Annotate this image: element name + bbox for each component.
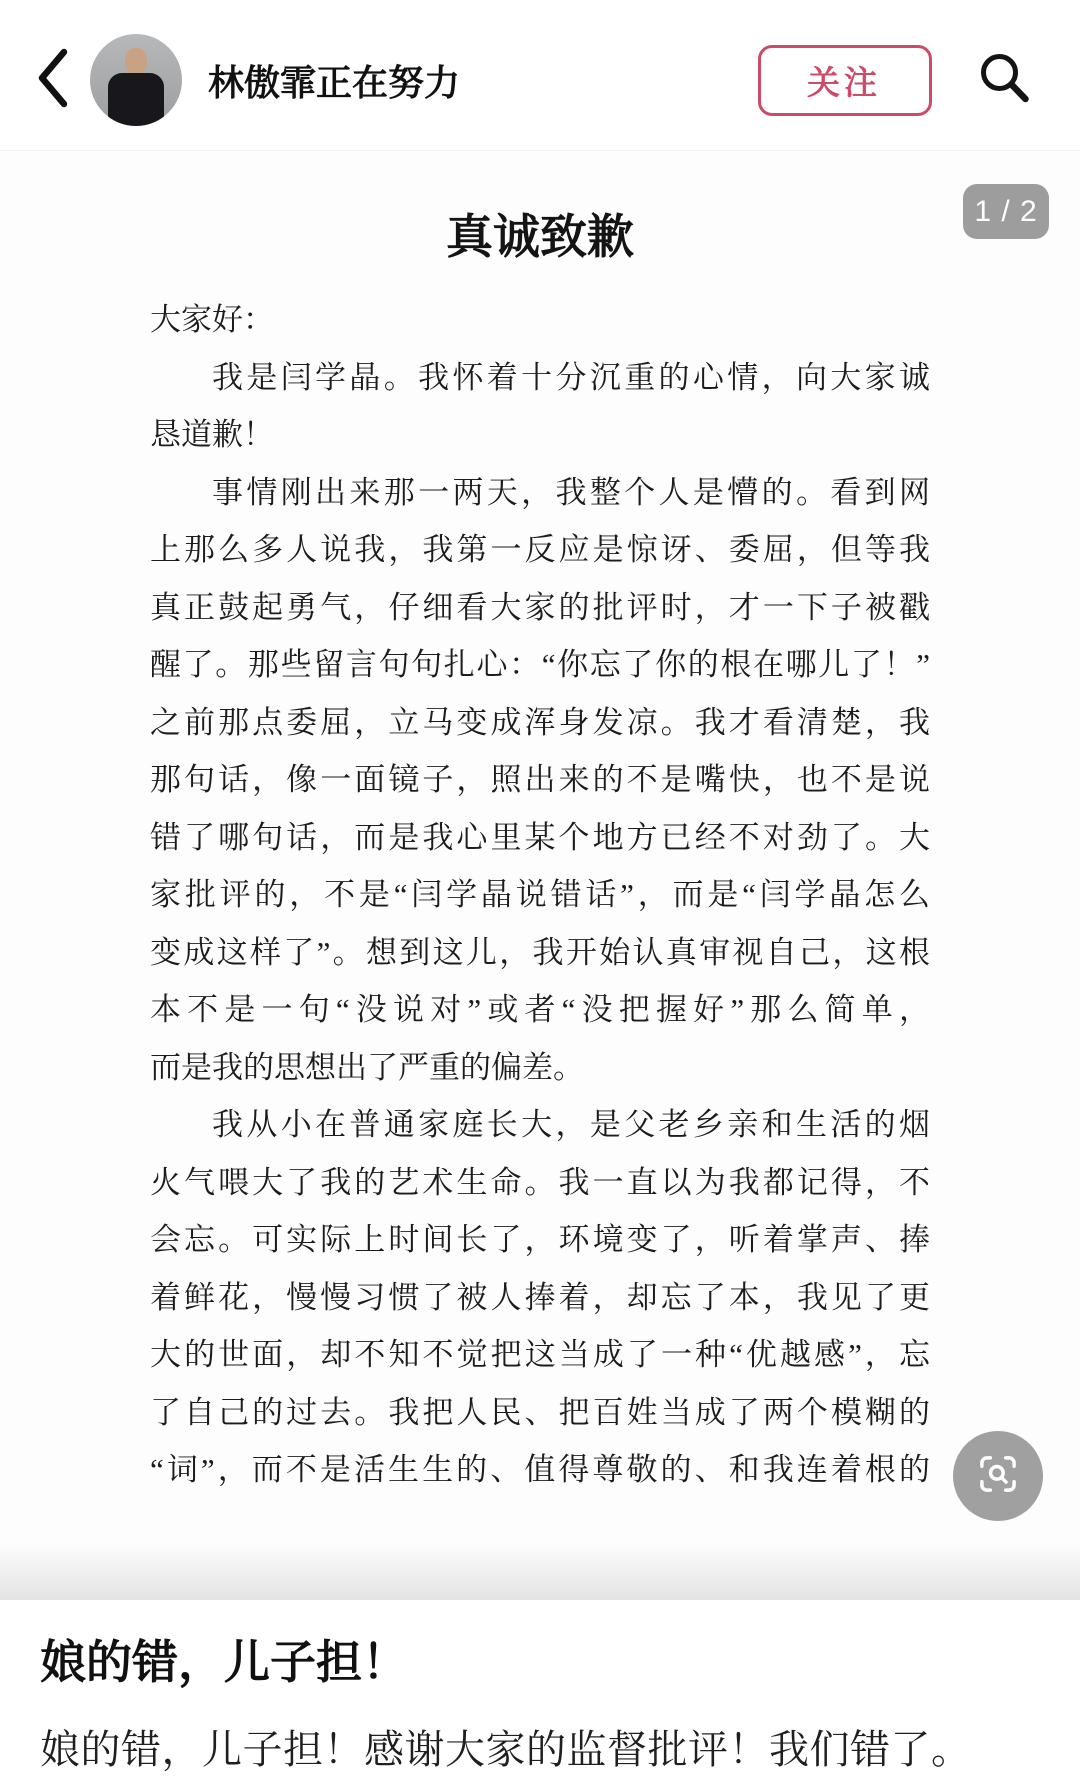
- post-content: [0, 1600, 1080, 1778]
- letter-line: 而是我的思想出了严重的偏差。: [150, 1049, 584, 1085]
- search-button[interactable]: [974, 50, 1034, 110]
- letter-line: “词”，而不是活生生的、值得尊敬的、和我连着根的: [150, 1452, 930, 1487]
- username[interactable]: 林傲霏正在努力: [208, 61, 461, 103]
- letter-title: 真诚致歉: [446, 212, 634, 264]
- post-body: 娘的错，儿子担！感谢大家的监督批评！我们错了。: [40, 1728, 972, 1772]
- avatar-face: [125, 48, 147, 75]
- post-image-viewer[interactable]: [0, 150, 1080, 1600]
- letter-line: 会忘。可实际上时间长了，环境变了，听着掌声、捧: [150, 1222, 930, 1257]
- post-title: 娘的错，儿子担！: [40, 1636, 408, 1688]
- letter-line: 那句话，像一面镜子，照出来的不是嘴快，也不是说: [150, 762, 930, 797]
- letter-line: 错了哪句话，而是我心里某个地方已经不对劲了。大: [150, 819, 930, 855]
- page-indicator-badge: [963, 184, 1049, 239]
- letter-line: 事情刚出来那一两天，我整个人是懵的。看到网: [212, 474, 930, 510]
- letter-body: [150, 291, 930, 1499]
- letter-line: 变成这样了”。想到这儿，我开始认真审视自己，这根: [150, 934, 930, 970]
- top-bar: [0, 0, 1080, 150]
- letter-line: 我是闫学晶。我怀着十分沉重的心情，向大家诚: [212, 359, 930, 395]
- letter-line: 我从小在普通家庭长大，是父老乡亲和生活的烟: [212, 1107, 930, 1142]
- letter-line: 家批评的，不是“闫学晶说错话”，而是“闫学晶怎么: [150, 877, 930, 912]
- chevron-left-icon: [34, 46, 70, 115]
- letter-line: 大家好：: [150, 302, 274, 337]
- letter-line: 本不是一句“没说对”或者“没把握好”那么简单，: [150, 992, 930, 1027]
- avatar[interactable]: [90, 34, 182, 126]
- letter-line: 真正鼓起勇气，仔细看大家的批评时，才一下子被戳: [150, 589, 930, 625]
- back-button[interactable]: [34, 45, 78, 115]
- follow-button[interactable]: 关注: [758, 45, 932, 116]
- image-search-button[interactable]: [953, 1431, 1043, 1521]
- letter-line: 之前那点委屈，立马变成浑身发凉。我才看清楚，我: [150, 704, 930, 740]
- avatar-body: [108, 73, 164, 126]
- page-indicator-text: 1 / 2: [974, 194, 1038, 228]
- letter-line: 火气喂大了我的艺术生命。我一直以为我都记得，不: [150, 1164, 930, 1200]
- search-icon: [974, 48, 1034, 113]
- apology-letter-image: [0, 151, 1080, 1499]
- letter-line: 大的世面，却不知不觉把这当成了一种“优越感”，忘: [150, 1337, 930, 1372]
- letter-line: 了自己的过去。我把人民、把百姓当成了两个模糊的: [150, 1394, 930, 1430]
- letter-line: 着鲜花，慢慢习惯了被人捧着，却忘了本，我见了更: [150, 1279, 930, 1315]
- letter-line: 恳道歉！: [150, 417, 274, 452]
- letter-line: 醒了。那些留言句句扎心：“你忘了你的根在哪儿了！”: [150, 647, 930, 682]
- letter-line: 上那么多人说我，我第一反应是惊讶、委屈，但等我: [150, 532, 930, 567]
- scan-search-icon: [975, 1451, 1021, 1502]
